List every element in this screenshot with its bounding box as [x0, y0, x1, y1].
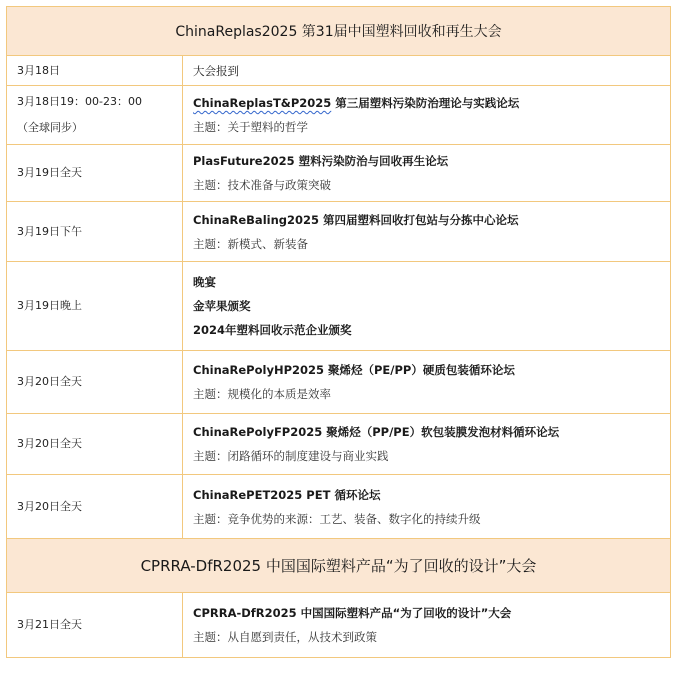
- schedule-row: [7, 86, 671, 145]
- session-content: [183, 86, 671, 145]
- date-line: 3月19日下午: [17, 224, 82, 238]
- session-title: 晚宴: [193, 275, 216, 289]
- spellcheck-underline: ChinaReplasT&P2025: [193, 96, 332, 110]
- schedule-row: [7, 593, 671, 658]
- session-theme: 主题：关于塑料的哲学: [193, 120, 308, 134]
- session-theme: 主题：竞争优势的来源：工艺、装备、数字化的持续升级: [193, 511, 481, 526]
- session-content: [183, 593, 671, 658]
- session-title: ChinaRePolyFP2025 聚烯烃（PP/PE）软包装膜发泡材料循环论坛: [193, 425, 560, 439]
- date-line: 3月20日全天: [17, 437, 82, 450]
- session-theme: 主题：规模化的本质是效率: [193, 387, 331, 401]
- session-content: [183, 56, 671, 86]
- session-content: [183, 202, 671, 262]
- session-title: 大会报到: [193, 63, 239, 78]
- session-date: [7, 145, 183, 202]
- date-line: 3月18日19：00-23：00: [17, 95, 142, 108]
- session-title: 金苹果颁奖: [193, 299, 251, 313]
- session-theme: 主题：闭路循环的制度建设与商业实践: [193, 449, 389, 463]
- session-date: [7, 56, 183, 86]
- session-content: [183, 351, 671, 414]
- session-date: [7, 593, 183, 658]
- schedule-row: [7, 351, 671, 414]
- schedule-body: [7, 7, 671, 658]
- date-line: 3月19日全天: [17, 166, 82, 179]
- schedule-row: [7, 202, 671, 262]
- session-theme: 主题：从自愿到责任，从技术到政策: [193, 630, 377, 644]
- session-title: CPRRA-DfR2025 中国国际塑料产品“为了回收的设计”大会: [193, 606, 512, 620]
- schedule-row: [7, 475, 671, 539]
- session-date: [7, 351, 183, 414]
- header-row: [7, 7, 671, 56]
- session-date: [7, 86, 183, 145]
- session-content: [183, 414, 671, 475]
- session-content: [183, 145, 671, 202]
- session-content: [183, 262, 671, 351]
- schedule-row: [7, 145, 671, 202]
- date-line: 3月18日: [17, 63, 60, 77]
- section-title: CPRRA-DfR2025 中国国际塑料产品“为了回收的设计”大会: [7, 539, 671, 593]
- session-date: [7, 262, 183, 351]
- session-theme: 主题：技术准备与政策突破: [193, 178, 331, 192]
- session-title: ChinaReBaling2025 第四届塑料回收打包站与分拣中心论坛: [193, 212, 519, 227]
- date-line: 3月20日全天: [17, 499, 82, 513]
- date-line: 3月20日全天: [17, 375, 82, 388]
- session-date: [7, 202, 183, 262]
- session-content: [183, 475, 671, 539]
- section-header-row: [7, 539, 671, 593]
- schedule-row: [7, 56, 671, 86]
- session-title: 2024年塑料回收示范企业颁奖: [193, 323, 352, 337]
- session-date: [7, 475, 183, 539]
- session-title: ChinaReplasT&P2025 第三届塑料污染防治理论与实践论坛: [193, 96, 520, 110]
- schedule-table: [6, 6, 671, 658]
- schedule-row: [7, 414, 671, 475]
- date-line: （全球同步）: [17, 121, 83, 134]
- conference-title: ChinaReplas2025 第31届中国塑料回收和再生大会: [7, 7, 671, 56]
- session-title: ChinaRePolyHP2025 聚烯烃（PE/PP）硬质包装循环论坛: [193, 363, 515, 377]
- session-title: PlasFuture2025 塑料污染防治与回收再生论坛: [193, 154, 449, 168]
- schedule-row: [7, 262, 671, 351]
- session-title: ChinaRePET2025 PET 循环论坛: [193, 487, 381, 502]
- date-line: 3月21日全天: [17, 618, 82, 631]
- date-line: 3月19日晚上: [17, 299, 82, 312]
- session-theme: 主题：新模式、新装备: [193, 236, 308, 251]
- session-date: [7, 414, 183, 475]
